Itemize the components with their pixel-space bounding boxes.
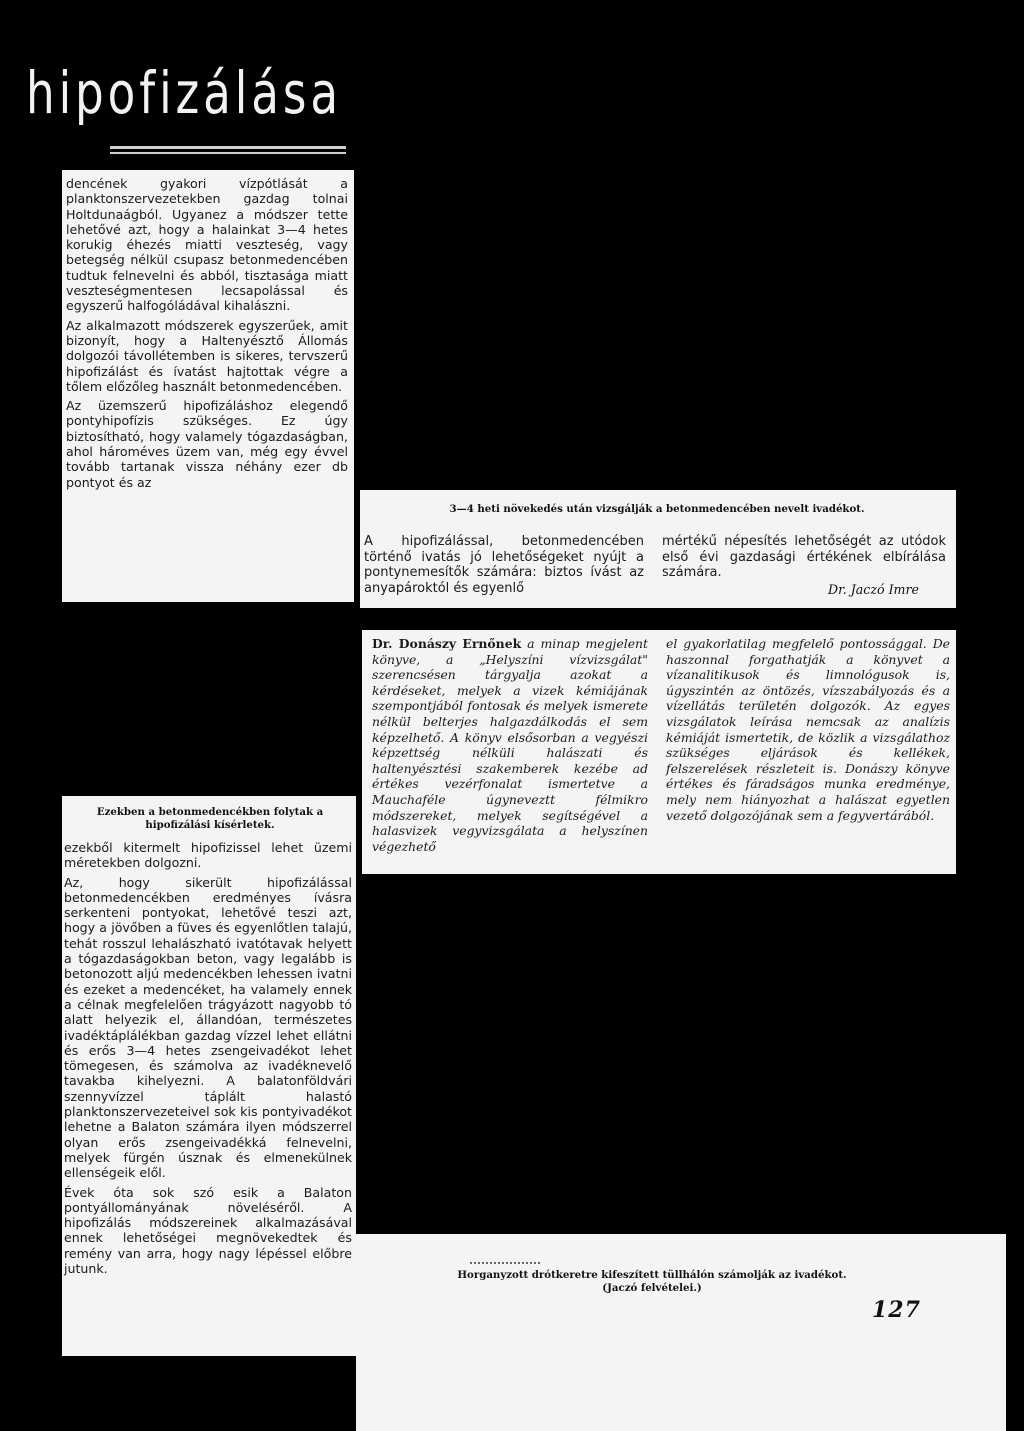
middle-text-left: A hipofizálással, betonmedencében történő ivatás jó lehetőségeket nyújt a pontynemesítők számára: biztos ívást az anyapároktól és egyenlő <box>364 534 644 596</box>
author-signature: Dr. Jaczó Imre <box>828 582 919 597</box>
paragraph: Az alkalmazott módszerek egyszerűek, amit bizonyít, hogy a Haltenyésztő Állomás dolgozói távollétemben is sikeres, tervszerű hipofizálást és ívatást hajtottak végre a tőlem előzőleg használt betonmedencében. <box>66 317 348 394</box>
review-column-right: el gyakorlatilag megfelelő pontossággal. De haszonnal forgathatják a könyvet a vízanalitikusok és limnológusok is, úgyszintén az öntözés, vízszabályozás és a vízellátás területén dolgozók. Az egyes vizsgálatok leírása nemcsak az analízis kémiáját ismertetik, de közlik a vizsgálathoz szükséges eljárások és kellékek, felszerelések részleteit is. Donászy könyve értékes és fáradságos munka eredménye, mely nem hiányozhat a halászat egyetlen vezető dolgozójának sem a fegyvertárából. <box>666 636 950 823</box>
caption-line: Horganyzott drótkeretre kifeszített tüllhálón számolják az ivadékot. <box>457 1269 847 1281</box>
middle-text-right: mértékű népesítés lehetőségét az utódok első évi gazdasági értékének elbírálása számára. <box>662 534 946 580</box>
page-title: hipofizálása <box>26 59 342 127</box>
photo-caption-top: 3—4 heti növekedés után vizsgálják a betonmedencében nevelt ivadékot. <box>449 503 865 515</box>
review-column-left <box>372 636 648 854</box>
paragraph: Évek óta sok szó esik a Balaton pontyállományának növeléséről. A hipofizálás módszereinek alkalmazásával ennek lehetőségei megnövekedtek és remény van arra, hogy nagy lépéssel előbre jutunk. <box>64 1184 352 1277</box>
article-column-1 <box>66 176 348 494</box>
review-author-name: Dr. Donászy Ernőnek <box>372 636 522 651</box>
paragraph: Az, hogy sikerült hipofizálással betonmedencékben eredményes ívásra serkenteni pontyokat, lehetővé teszi azt, hogy a jövőben a füves és egyenlőtlen talajú, tehát rosszul lehalászható ivatótavak helyett a tógazdaságokban beton, vagy legalább is betonozott aljú medencékben lehessen ivatni és ezeket a medencéket, ha valamely ennek a célnak megfelelően trágyázott nagyobb tó alatt helyezik el, állandóan, természetes ivadéktáplálékban gazdag vízzel lehet ellátni és erős 3—4 hetes zsengeivadékot lehet tömegesen, és számolva az ivadéknevelő tavakba kihelyezni. A balatonföldvári szennyvízzel táplált halastó planktonszervezeteivel sok kis pontyivadékot lehetne a Balaton számára ilyen módszerrel olyan erős zsengeivadékká felnevelni, melyek fürgén úsznak és elmenekülnek ellenségeik elől. <box>64 874 352 1181</box>
photo-caption-bottom <box>372 1269 932 1295</box>
page-number: 127 <box>872 1297 921 1323</box>
printing-mark <box>470 1262 540 1264</box>
photo-caption-left: Ezekben a betonmedencékben folytak a hipofizálási kísérletek. <box>96 806 324 831</box>
title-rule-top <box>110 146 346 149</box>
article-column-2 <box>64 840 352 1276</box>
paragraph: dencének gyakori vízpótlását a planktonszervezetekben gazdag tolnai Holtdunaágból. Ugyanez a módszer tette lehetővé azt, hogy a halainkat 3—4 hetes korukig éhezés miatti veszteség, vagy betegség nélkül csupasz betonmedencében tudtuk felnevelni és abból, tisztasága miatt veszteségmentesen lecsapolással és egyszerű halfogóládával kihalászni. <box>66 176 348 314</box>
review-text: a minap megjelent könyve, a „Helyszíni vízvizsgálat" szerencsésen tárgyalja azokat a kérdéseket, melyek a vizek kémiájának szempontjából fontosak és melyek ismerete nélkül belterjes halgazdálkodás el sem képzelhető. A könyv elsősorban a vegyészi képzettség nélküli halászati és haltenyésztési szakemberek kezébe ad értékes vezérfonalat ismertetve a Mauchaféle úgyneveztt félmikro módszereket, melyek segítségével a halasvizek vegyvizsgálata a helyszínen végezhető <box>372 636 648 854</box>
separator-strip <box>0 612 1024 630</box>
paragraph: Az üzemszerű hipofizáláshoz elegendő pontyhipofízis szükséges. Ez úgy biztosítható, hogy valamely tógazdaságban, ahol hároméves üzem van, még egy évvel tovább tartanak vissza néhány ezer db pontyot és az <box>66 398 348 490</box>
photo-bottom-right <box>356 874 1024 1234</box>
title-rule-bottom <box>110 152 346 154</box>
right-edge-strip <box>1006 1234 1024 1431</box>
paragraph: ezekből kitermelt hipofizissel lehet üzemi méretekben dolgozni. <box>64 840 352 871</box>
caption-credit: (Jaczó felvételei.) <box>602 1282 702 1294</box>
